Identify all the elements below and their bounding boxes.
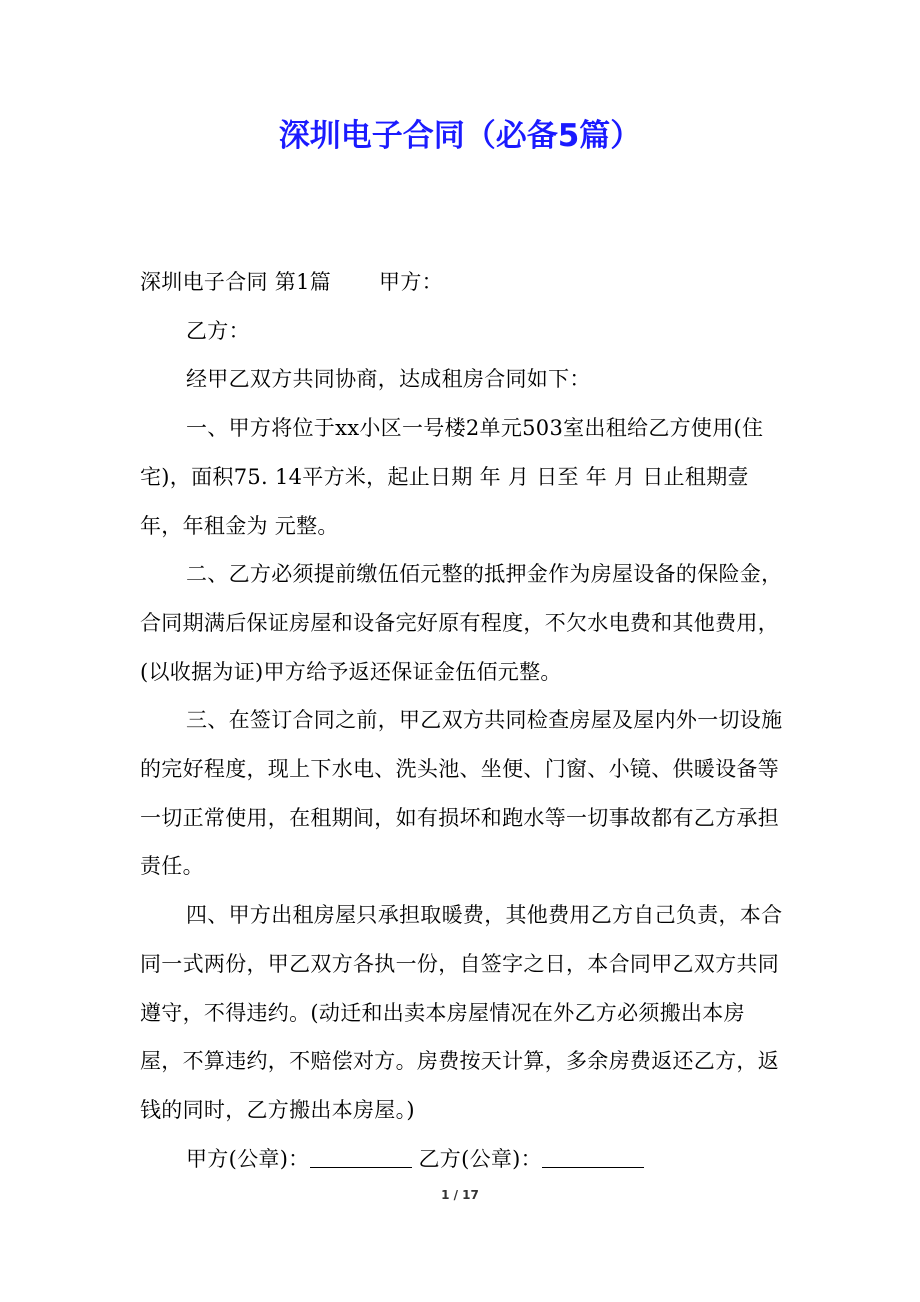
party-b-label: 乙方： <box>186 318 250 343</box>
clause-4: 四、甲方出租房屋只承担取暖费，其他费用乙方自己负责，本合同一式两份，甲乙双方各执一份，自签字之日，本合同甲乙双方共同遵守，不得违约。(动迁和出卖本房屋情况在外乙方必须搬出本房屋，不算违约，不赔偿对方。房费按天计算，多余房费返还乙方，返钱的同时，乙方搬出本房屋。) <box>140 903 783 1122</box>
clause-2: 二、乙方必须提前缴伍佰元整的抵押金作为房屋设备的保险金，合同期满后保证房屋和设备完好原有程度，不欠水电费和其他费用，(以收据为证)甲方给予返还保证金伍佰元整。 <box>140 562 783 684</box>
sign-a-blank <box>310 1147 412 1168</box>
intro-paragraph: 经甲乙双方共同协商，达成租房合同如下： <box>186 367 591 392</box>
page-number: 1 / 17 <box>441 1188 479 1202</box>
signature-line <box>140 1135 785 1184</box>
sign-a-label: 甲方(公章)： <box>186 1146 310 1171</box>
sign-b-label: 乙方(公章)： <box>418 1146 542 1171</box>
document-title: 深圳电子合同（必备5篇） <box>278 118 642 154</box>
section-heading: 深圳电子合同 第1篇 <box>140 270 332 294</box>
party-a-label: 甲方： <box>379 270 443 294</box>
sign-b-blank <box>542 1147 644 1168</box>
clause-1: 一、甲方将位于xx小区一号楼2单元503室出租给乙方使用(住宅)，面积75. 14平方米，起止日期 年 月 日至 年 月 日止租期壹年，年租金为 元整。 <box>140 416 764 538</box>
first-line <box>140 258 785 307</box>
document-body <box>140 258 785 1183</box>
clause-3: 三、在签订合同之前，甲乙双方共同检查房屋及屋内外一切设施的完好程度，现上下水电、洗头池、坐便、门窗、小镜、供暖设备等一切正常使用，在租期间，如有损坏和跑水等一切事故都有乙方承担责任。 <box>140 708 783 879</box>
